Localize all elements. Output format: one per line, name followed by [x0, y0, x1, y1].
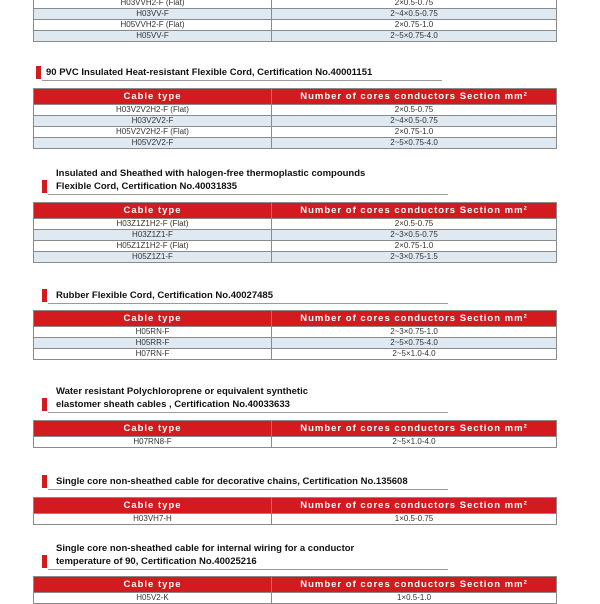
- cable-type-cell: H05Z1Z1H2-F (Flat): [34, 241, 272, 252]
- column-header-cable-type: Cable type: [34, 498, 272, 514]
- cores-section-cell: 2~4×0.5-0.75: [272, 116, 557, 127]
- cores-section-cell: 2~5×0.75-4.0: [272, 31, 557, 42]
- table-row: [34, 338, 557, 349]
- table-water-resistant-cable: [33, 420, 557, 448]
- table-row: [34, 230, 557, 241]
- cable-type-cell: H05V2V2H2-F (Flat): [34, 127, 272, 138]
- table-row: [34, 241, 557, 252]
- section-marker: [42, 180, 47, 193]
- column-header-cable-type: Cable type: [34, 89, 272, 105]
- section-title: Single core non-sheathed cable for decorative chains, Certification No.135608: [56, 476, 408, 487]
- cores-section-cell: 2~4×0.5-0.75: [272, 9, 557, 20]
- cores-section-cell: 1×0.5-0.75: [272, 514, 557, 525]
- cores-section-cell: 2×0.5-0.75: [272, 0, 557, 9]
- table-pvc-flexible-cord: [33, 0, 557, 42]
- cable-type-cell: H03VVH2-F (Flat): [34, 0, 272, 9]
- column-header-cable-type: Cable type: [34, 577, 272, 593]
- cores-section-cell: 2~3×0.75-1.0: [272, 327, 557, 338]
- cores-section-cell: 2~5×0.75-4.0: [272, 338, 557, 349]
- column-header-cores-section: Number of cores conductors Section mm²: [272, 311, 557, 327]
- cable-type-cell: H03V2V2-F: [34, 116, 272, 127]
- cable-type-cell: H05V2-K: [34, 593, 272, 604]
- table-row: [34, 437, 557, 448]
- section-marker: [42, 289, 47, 302]
- cores-section-cell: 2~5×1.0-4.0: [272, 437, 557, 448]
- table-row: [34, 105, 557, 116]
- cores-section-cell: 2~5×1.0-4.0: [272, 349, 557, 360]
- cable-type-cell: H05VVH2-F (Flat): [34, 20, 272, 31]
- table-row: [34, 219, 557, 230]
- cable-type-cell: H03Z1Z1H2-F (Flat): [34, 219, 272, 230]
- table-row: [34, 20, 557, 31]
- section-title: 90 PVC Insulated Heat-resistant Flexible Cord, Certification No.40001151: [46, 67, 373, 78]
- section-title: Rubber Flexible Cord, Certification No.40027485: [56, 290, 273, 301]
- table-decorative-chain-cable: [33, 497, 557, 525]
- table-row: [34, 9, 557, 20]
- cores-section-cell: 2×0.75-1.0: [272, 20, 557, 31]
- cores-section-cell: 1×0.5-1.0: [272, 593, 557, 604]
- section-marker: [42, 398, 47, 411]
- section-title-line-2: Flexible Cord, Certification No.40031835: [56, 181, 238, 192]
- section-divider: [48, 303, 448, 304]
- section-divider: [48, 489, 448, 490]
- cable-type-cell: H03V2V2H2-F (Flat): [34, 105, 272, 116]
- section-title-line-2: elastomer sheath cables , Certification No.40033633: [56, 399, 290, 410]
- section-title-line-1: Water resistant Polychloroprene or equivalent synthetic: [56, 386, 308, 397]
- section-title-line-1: Single core non-sheathed cable for internal wiring for a conductor: [56, 543, 355, 554]
- cores-section-cell: 2×0.5-0.75: [272, 219, 557, 230]
- section-marker: [42, 555, 47, 568]
- table-heat-resistant-cord: [33, 88, 557, 149]
- cable-type-cell: H05RR-F: [34, 338, 272, 349]
- cable-type-cell: H03VH7-H: [34, 514, 272, 525]
- cable-type-cell: H03Z1Z1-F: [34, 230, 272, 241]
- cores-section-cell: 2~5×0.75-4.0: [272, 138, 557, 149]
- cable-type-cell: H05RN-F: [34, 327, 272, 338]
- section-divider: [48, 569, 448, 570]
- table-row: [34, 138, 557, 149]
- table-row: [34, 116, 557, 127]
- section-title-line-2: temperature of 90, Certification No.40025216: [56, 556, 257, 567]
- section-divider: [42, 80, 442, 81]
- cable-type-cell: H07RN-F: [34, 349, 272, 360]
- cable-type-cell: H07RN8-F: [34, 437, 272, 448]
- cores-section-cell: 2~3×0.75-1.5: [272, 252, 557, 263]
- table-row: [34, 252, 557, 263]
- table-row: [34, 593, 557, 604]
- cores-section-cell: 2×0.5-0.75: [272, 105, 557, 116]
- table-rubber-cord: [33, 310, 557, 360]
- cores-section-cell: 2~3×0.5-0.75: [272, 230, 557, 241]
- column-header-cores-section: Number of cores conductors Section mm²: [272, 577, 557, 593]
- section-title-line-1: Insulated and Sheathed with halogen-free thermoplastic compounds: [56, 168, 366, 179]
- cable-type-cell: H03VV-F: [34, 9, 272, 20]
- table-row: [34, 327, 557, 338]
- section-marker: [42, 475, 47, 488]
- section-marker: [36, 66, 41, 79]
- table-row: [34, 31, 557, 42]
- column-header-cores-section: Number of cores conductors Section mm²: [272, 89, 557, 105]
- column-header-cable-type: Cable type: [34, 311, 272, 327]
- column-header-cable-type: Cable type: [34, 421, 272, 437]
- section-divider: [48, 412, 448, 413]
- section-divider: [48, 194, 448, 195]
- column-header-cores-section: Number of cores conductors Section mm²: [272, 203, 557, 219]
- cable-type-cell: H05VV-F: [34, 31, 272, 42]
- column-header-cores-section: Number of cores conductors Section mm²: [272, 498, 557, 514]
- cores-section-cell: 2×0.75-1.0: [272, 127, 557, 138]
- cable-type-cell: H05Z1Z1-F: [34, 252, 272, 263]
- table-row: [34, 0, 557, 9]
- column-header-cores-section: Number of cores conductors Section mm²: [272, 421, 557, 437]
- table-halogen-free-cord: [33, 202, 557, 263]
- cores-section-cell: 2×0.75-1.0: [272, 241, 557, 252]
- table-row: [34, 514, 557, 525]
- cable-type-cell: H05V2V2-F: [34, 138, 272, 149]
- table-row: [34, 349, 557, 360]
- table-row: [34, 127, 557, 138]
- column-header-cable-type: Cable type: [34, 203, 272, 219]
